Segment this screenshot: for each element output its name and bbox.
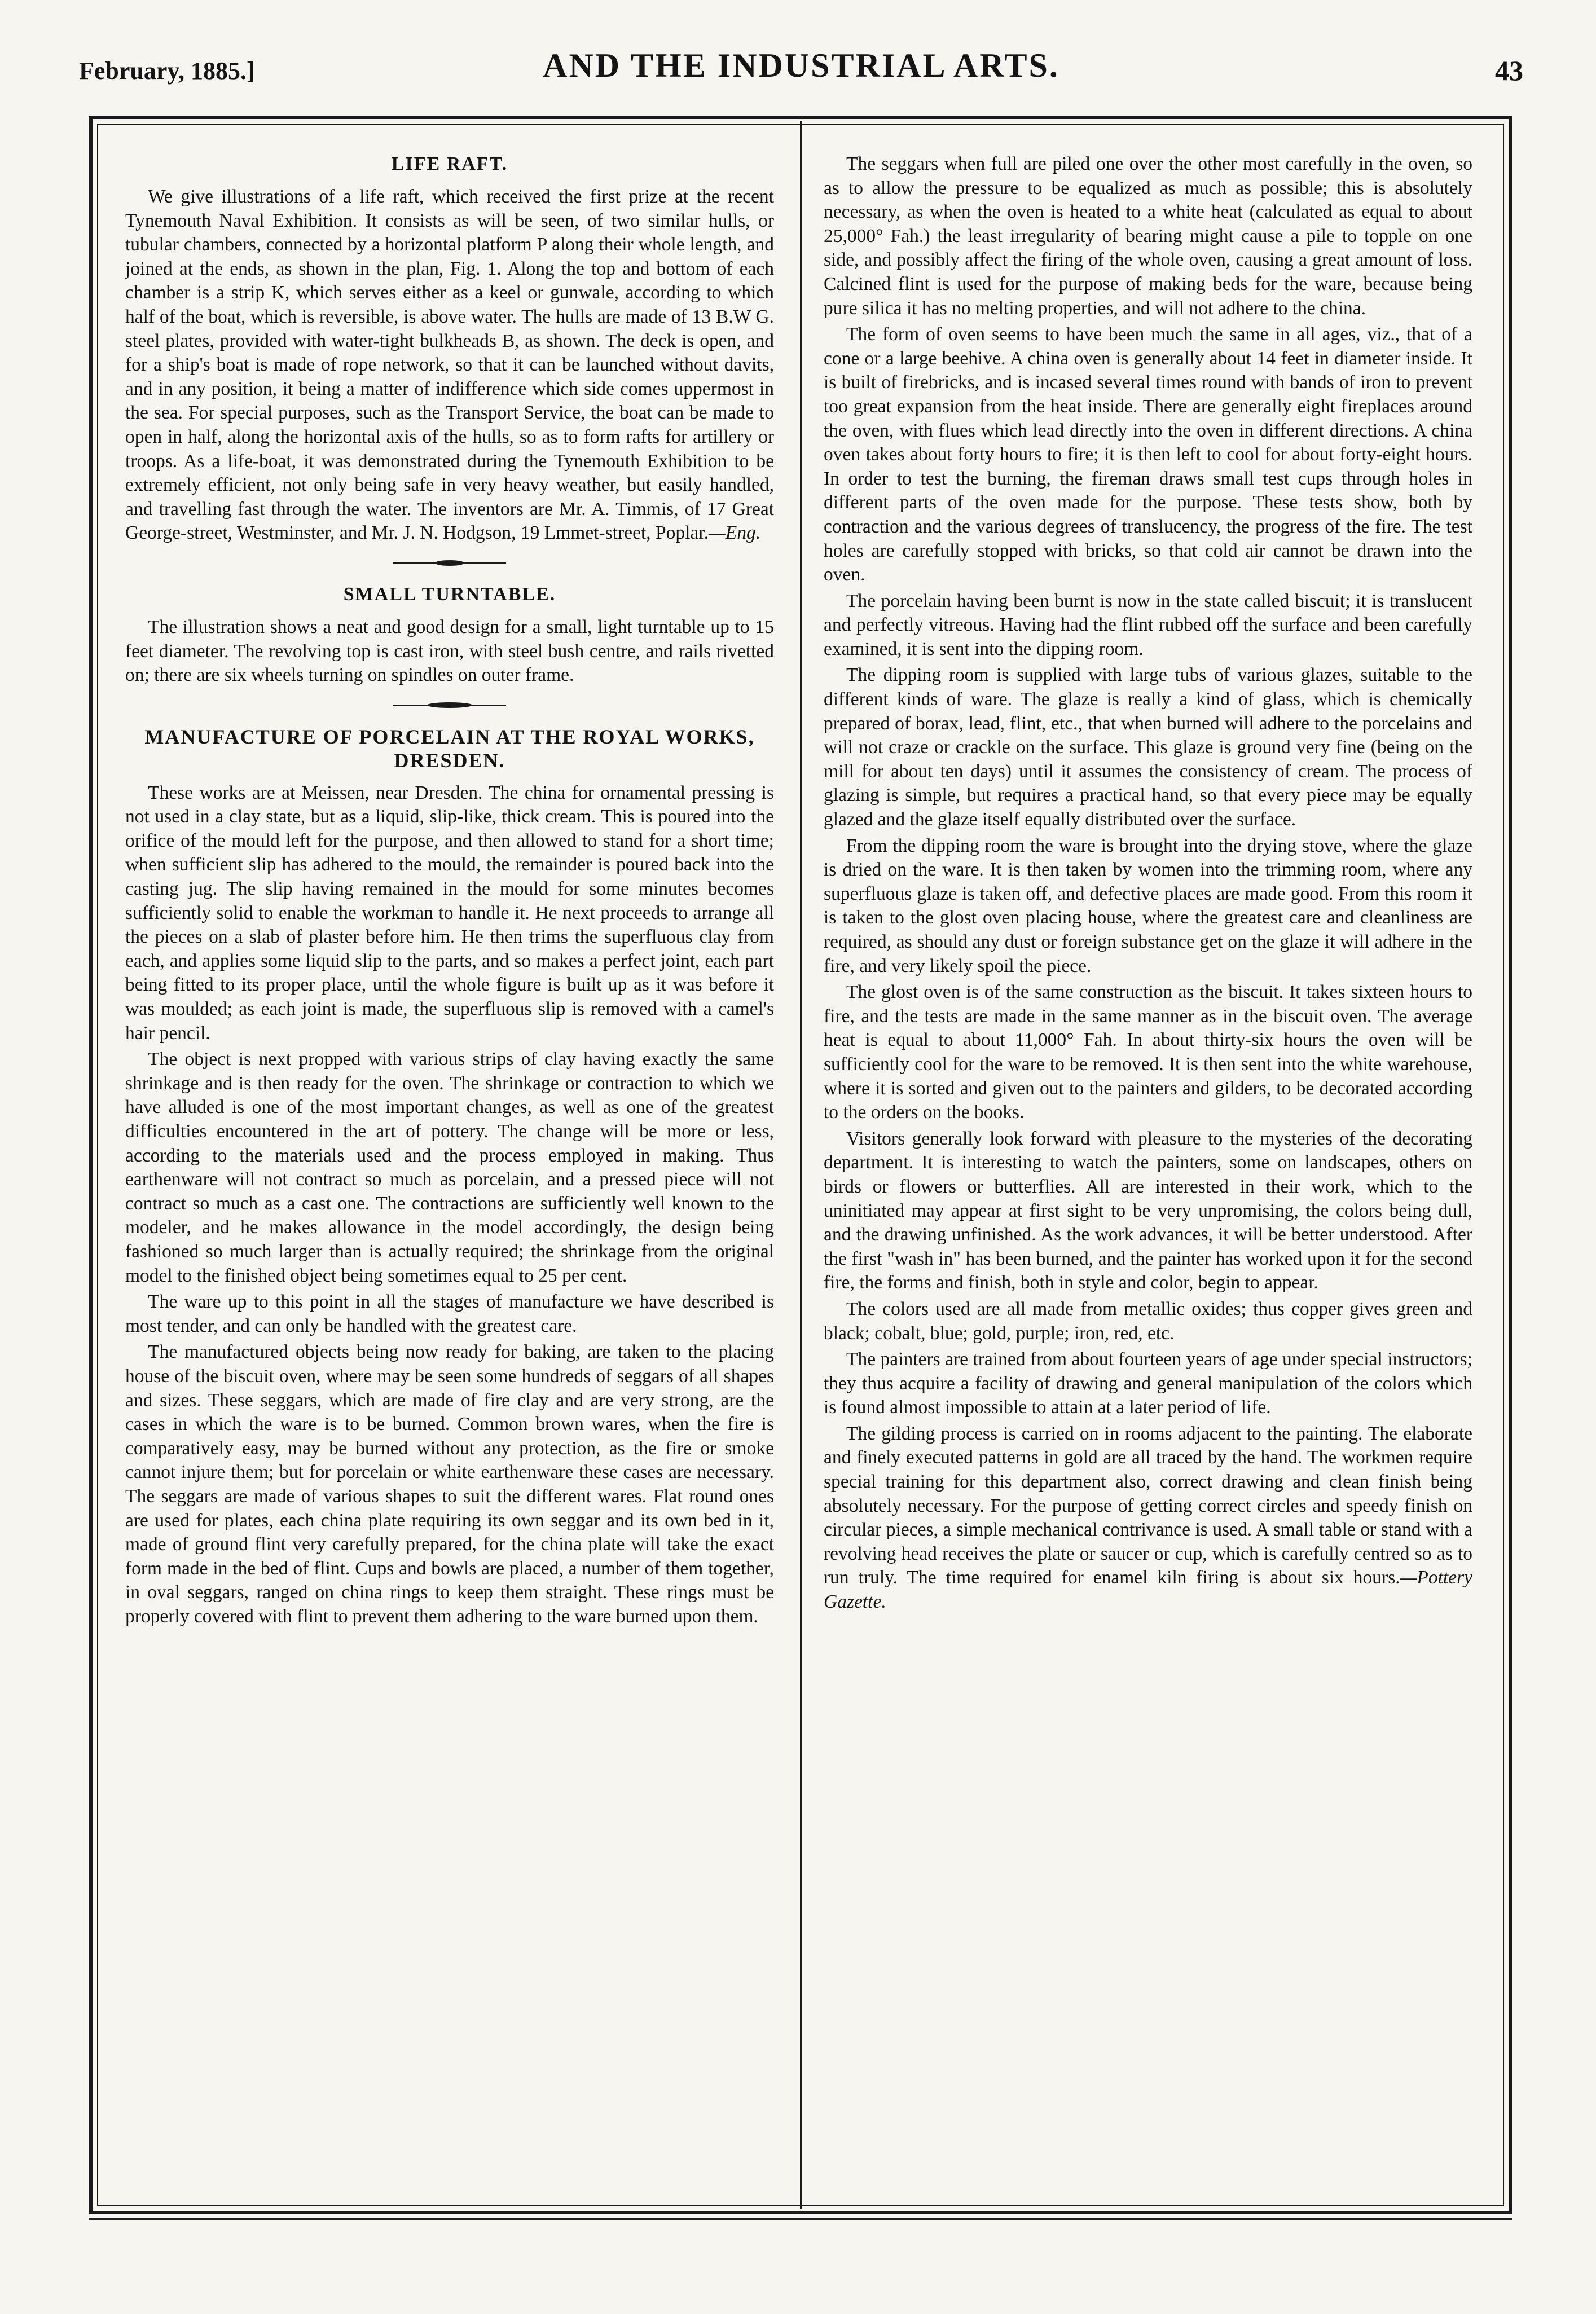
- article-heading: SMALL TURNTABLE.: [343, 583, 556, 605]
- running-head: [79, 46, 1523, 91]
- column-rule: [800, 121, 802, 2209]
- paragraph: [125, 185, 774, 545]
- source-credit: —Pottery Gazette.: [824, 1567, 1472, 1613]
- article-heading: MANUFACTURE OF PORCELAIN AT THE ROYAL WORKS, DRESDEN.: [144, 725, 755, 772]
- frame-bottom-rule: [89, 2218, 1512, 2220]
- paragraph: These works are at Meissen, near Dresden. The china for ornamental pressing is not used in a clay state, but as a liquid, slip-like, thick cream. This is poured into the orifice of the mould left for the purpose, and then allowed to stand for a short time; when sufficient slip has adhered to the mould, the remainder is poured back into the casting jug. The slip having remained in the mould for some minutes becomes sufficiently solid to enable the workman to handle it. He next proceeds to arrange all the pieces on a slab of plaster before him. He then trims the superfluous clay from each, and applies some liquid slip to the parts, and so makes a perfect joint, each part being fitted to its proper place, until the whole figure is built up as it was before it was moulded; as each joint is made, the superfluous slip is removed with a camel's hair pencil.: [125, 782, 774, 1044]
- paragraph: The seggars when full are piled one over the other most carefully in the oven, so as to allow the pressure to be equalized as much as possible; this is absolutely necessary, as when the oven is heated to a white heat (calculated as equal to about 25,000° Fah.) the least irregularity of bearing might cause a pile to topple on one side, and possibly affect the firing of the whole oven, causing a great amount of loss. Calcined flint is used for the purpose of making beds for the ware, because being pure silica it has no melting properties, and will not adhere to the china.: [824, 153, 1472, 319]
- article-heading: LIFE RAFT.: [391, 153, 508, 174]
- article-small-turntable: [125, 583, 774, 688]
- issue-date: February, 1885.]: [79, 57, 255, 85]
- paragraph-text: We give illustrations of a life raft, which received the first prize at the recent Tynemouth Naval Exhibition. It consists as will be seen, of two similar hulls, or tubular chambers, connected by a horizontal platform P along their whole length, and joined at the ends, as shown in the plan, Fig. 1. Along the top and bottom of each chamber is a strip K, which serves either as a keel or gunwale, according to which half of the boat, which is reversible, is above water. The hulls are made of 13 B.W G. steel plates, provided with water-tight bulkheads B, as shown. The deck is open, and for a ship's boat is made of rope network, so that it can be launched without davits, and in any position, it being a matter of indifference which side comes uppermost in the sea. For special purposes, such as the Transport Service, the boat can be made to open in half, along the horizontal axis of the hulls, so as to form rafts for artillery or troops. As a life-boat, it was demonstrated during the Tynemouth Exhibition to be extremely efficient, not only being safe in very heavy weather, but easily handled, and travelling fast through the water. The inventors are Mr. A. Timmis, of 17 Great George-street, Westminster, and Mr. J. N. Hodgson, 19 Lmmet-street, Poplar.: [125, 186, 774, 544]
- right-column: [824, 152, 1472, 2194]
- paragraph-text: The gilding process is carried on in rooms adjacent to the painting. The elaborate and finely executed patterns in gold are all traced by the hand. The workmen require special training for this department also, correct drawing and clean finish being absolutely necessary. For the purpose of getting correct circles and speedy finish on circular pieces, a simple mechanical contrivance is used. A small table or stand with a revolving head receives the plate or saucer or cup, which is carefully centred so as to run truly. The time required for enamel kiln firing is about six hours.: [824, 1423, 1472, 1589]
- section-divider-ornament: [393, 559, 506, 567]
- source-credit: —Eng.: [709, 522, 761, 544]
- paragraph: Visitors generally look forward with pleasure to the mysteries of the decorating department. It is interesting to watch the painters, some on landscapes, others on birds or flowers or butterflies. All are interested in their work, which to the uninitiated may appear at first sight to be very unpromising, the colors being dull, and the drawing unfinished. As the work advances, it will be better understood. After the first "wash in" has been burned, and the painter has worked upon it for the second fire, the forms and finish, both in style and color, begin to appear.: [824, 1128, 1472, 1294]
- section-divider-ornament: [393, 701, 506, 709]
- paragraph: The ware up to this point in all the stages of manufacture we have described is most tender, and can only be handled with the greatest care.: [125, 1291, 774, 1336]
- paragraph: The painters are trained from about fourteen years of age under special instructors; they thus acquire a facility of drawing and general manipulation of the colors which is found almost impossible to attain at a later period of life.: [824, 1349, 1472, 1418]
- paragraph: The illustration shows a neat and good design for a small, light turntable up to 15 feet diameter. The revolving top is cast iron, with steel bush centre, and rails rivetted on; there are six wheels turning on spindles on outer frame.: [125, 616, 774, 686]
- paragraph: The porcelain having been burnt is now in the state called biscuit; it is translucent and perfectly vitreous. Having had the flint rubbed off the surface and been carefully examined, it is sent into the dipping room.: [824, 590, 1472, 659]
- paragraph: The glost oven is of the same construction as the biscuit. It takes sixteen hours to fire, and the tests are made in the same manner as in the biscuit oven. The average heat is equal to about 11,000° Fah. In about thirty-six hours the oven will be sufficiently cool for the ware to be removed. It is then sent into the white warehouse, where it is sorted and given out to the painters and gilders, to be decorated according to the orders on the books.: [824, 982, 1472, 1123]
- paragraph: The colors used are all made from metallic oxides; thus copper gives green and black; cobalt, blue; gold, purple; iron, red, etc.: [824, 1298, 1472, 1344]
- left-column: [125, 152, 774, 2194]
- paragraph: From the dipping room the ware is brought into the drying stove, where the glaze is dried on the ware. It is then taken by women into the trimming room, where any superfluous glaze is taken off, and defective places are made good. From this room it is taken to the glost oven placing house, where the greatest care and cleanliness are required, as should any dust or foreign substance get on the glaze it will adhere in the fire, and very likely spoil the piece.: [824, 835, 1472, 976]
- paragraph: The form of oven seems to have been much the same in all ages, viz., that of a cone or a large beehive. A china oven is generally about 14 feet in diameter inside. It is built of firebricks, and is incased several times round with bands of iron to prevent too great expansion from the heat inside. There are generally eight fireplaces around the oven, with flues which lead directly into the oven in different directions. A china oven takes about forty hours to fire; it is then left to cool for about forty-eight hours. In order to test the burning, the fireman draws small test cups through holes in different parts of the oven made for the purpose. These tests show, both by contraction and the various degrees of translucency, the progress of the fire. The test holes are carefully stopped with bricks, so that cold air cannot be drawn into the oven.: [824, 324, 1472, 586]
- journal-title: AND THE INDUSTRIAL ARTS.: [543, 47, 1059, 84]
- paragraph: The manufactured objects being now ready for baking, are taken to the placing house of the biscuit oven, where may be seen some hundreds of seggars of all shapes and sizes. These seggars, which are made of fire clay and are very strong, are the cases in which the ware is to be burned. Common brown wares, when the fire is comparatively easy, may be burned without any protection, as the fire or smoke cannot injure them; but for porcelain or white earthenware these cases are necessary. The seggars are made of various shapes to suit the different wares. Flat round ones are used for plates, each china plate requiring its own seggar and its own bed in it, made of ground flint very carefully prepared, for the china plate will take the exact form made in the bed of flint. Cups and bowls are placed, a number of them together, in oval seggars, ranged on china rings to keep them straight. These rings must be properly covered with flint to prevent them adhering to the ware burned upon them.: [125, 1341, 774, 1627]
- page-number: 43: [1495, 55, 1523, 86]
- article-life-raft: [125, 152, 774, 545]
- paragraph: The object is next propped with various strips of clay having exactly the same shrinkage and is then ready for the oven. The shrinkage or contraction to which we have alluded is one of the most important changes, as well as one of the greatest difficulties encountered in the art of pottery. The change will be more or less, according to the materials used and the process employed in making. Thus earthenware will not contract so much as porcelain, and a pressed piece will not contract so much as a cast one. The contractions are sufficiently well known to the modeler, and he makes allowance in the model accordingly, the design being fashioned so much larger than is actually required; the shrinkage from the original model to the finished object being sometimes equal to 25 per cent.: [125, 1049, 774, 1286]
- paragraph: [824, 1422, 1472, 1614]
- article-porcelain-manufacture: [125, 725, 774, 1629]
- paragraph: The dipping room is supplied with large tubs of various glazes, suitable to the different kinds of ware. The glaze is really a kind of glass, which is chemically prepared of borax, lead, flint, etc., that when burned will adhere to the porcelains and will not craze or crackle on the surface. This glaze is ground very fine (being on the mill for about ten days) until it assumes the consistency of cream. The process of glazing is simple, but requires a practical hand, so that every piece may be equally glazed and the glaze itself equally distributed over the surface.: [824, 665, 1472, 830]
